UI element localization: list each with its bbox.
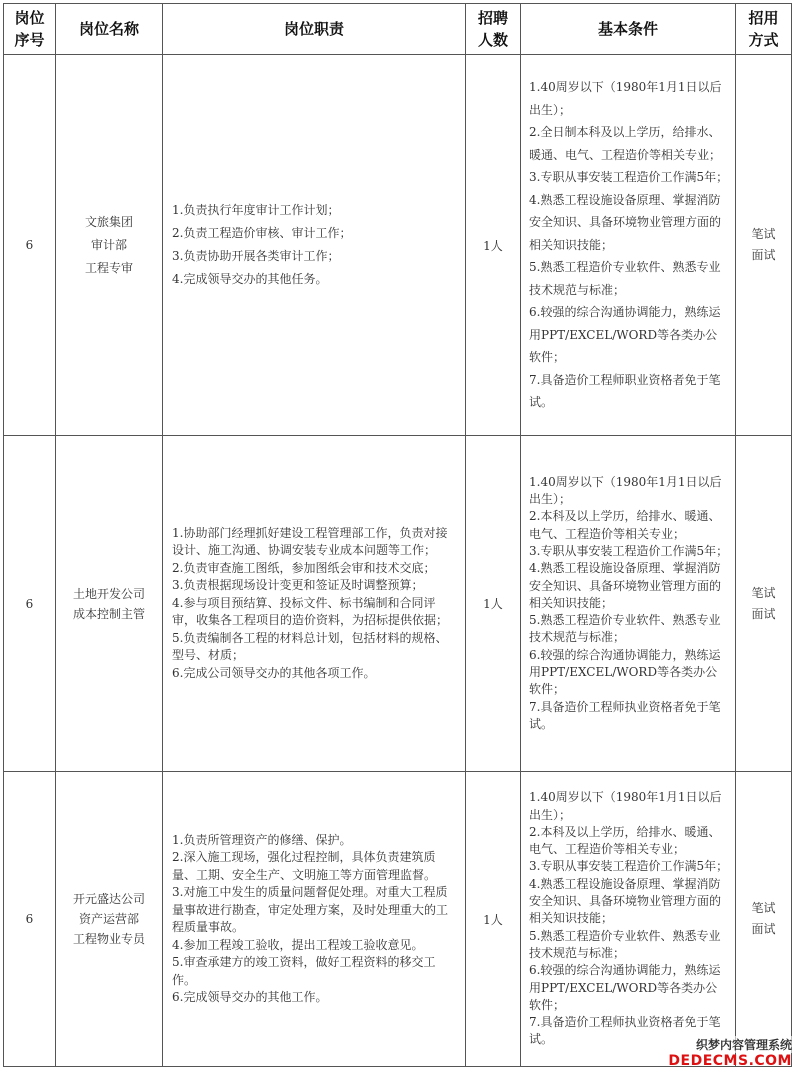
row-duties bbox=[163, 55, 466, 436]
duty-item: 2.负责审查施工图纸，参加图纸会审和技术交底； bbox=[172, 560, 436, 575]
row-conditions bbox=[521, 772, 736, 1067]
header-conditions: 基本条件 bbox=[521, 4, 736, 55]
condition-item: 2.本科及以上学历，给排水、暖通、电气、工程造价等相关专业； bbox=[529, 509, 721, 541]
row-seq: 6 bbox=[4, 436, 56, 772]
watermark-logo bbox=[668, 1036, 792, 1069]
duty-item: 6.完成领导交办的其他工作。 bbox=[172, 990, 328, 1004]
duty-item: 3.对施工中发生的质量问题督促处理。对重大工程质量事故进行勘查，审定处理方案，及时处理重大的工程质量事故。 bbox=[172, 885, 449, 934]
condition-item: 7.具备造价工程师执业资格者免于笔试。 bbox=[529, 1015, 721, 1047]
row-count: 1人 bbox=[466, 772, 521, 1067]
row-position-name bbox=[56, 55, 163, 436]
row-method bbox=[736, 436, 792, 772]
row-conditions bbox=[521, 55, 736, 436]
method-line: 笔试 bbox=[751, 901, 776, 915]
method-line: 面试 bbox=[751, 248, 776, 262]
method-line: 面试 bbox=[751, 606, 776, 621]
condition-item: 4.熟悉工程设施设备原理、掌握消防安全知识、具备环境物业管理方面的相关知识技能； bbox=[529, 561, 722, 610]
duty-item: 5.审查承建方的竣工资料，做好工程资料的移交工作。 bbox=[172, 955, 436, 987]
row-position-name bbox=[56, 436, 163, 772]
header-row bbox=[4, 4, 792, 55]
row-position-name bbox=[56, 772, 163, 1067]
duty-item: 3.负责根据现场设计变更和签证及时调整预算； bbox=[172, 578, 424, 593]
row-count: 1人 bbox=[466, 55, 521, 436]
condition-item: 1.40周岁以下（1980年1月1日以后出生）； bbox=[529, 474, 722, 507]
duty-item: 2.负责工程造价审核、审计工作； bbox=[172, 226, 352, 240]
name-line: 资产运营部 bbox=[78, 912, 139, 926]
duty-item: 1.负责执行年度审计工作计划； bbox=[172, 203, 340, 217]
condition-item: 6.较强的综合沟通协调能力，熟练运用PPT/EXCEL/WORD等各类办公软件； bbox=[529, 305, 721, 365]
row-duties bbox=[163, 772, 466, 1067]
name-line: 审计部 bbox=[90, 237, 127, 252]
condition-item: 4.熟悉工程设施设备原理、掌握消防安全知识、具备环境物业管理方面的相关知识技能； bbox=[529, 876, 722, 926]
duty-item: 6.完成公司领导交办的其他各项工作。 bbox=[172, 665, 376, 680]
duty-item: 1.负责所管理资产的修缮、保护。 bbox=[172, 832, 352, 847]
row-seq: 6 bbox=[4, 55, 56, 436]
name-line: 成本控制主管 bbox=[72, 606, 145, 621]
method-line: 笔试 bbox=[751, 585, 776, 600]
condition-item: 5.熟悉工程造价专业软件、熟悉专业技术规范与标准； bbox=[529, 613, 721, 645]
duty-item: 2.深入施工现场，强化过程控制，具体负责建筑质量、工期、安全生产、文明施工等方面管理监督。 bbox=[172, 850, 437, 882]
condition-item: 3.专职从事安装工程造价工作满5年； bbox=[529, 543, 729, 558]
table-row bbox=[4, 55, 792, 436]
watermark-domain: DEDECMS.COM bbox=[668, 1053, 792, 1069]
condition-item: 7.具备造价工程师执业资格者免于笔试。 bbox=[529, 699, 721, 731]
row-count: 1人 bbox=[466, 436, 521, 772]
duty-item: 4.完成领导交办的其他任务。 bbox=[172, 272, 328, 286]
row-seq: 6 bbox=[4, 772, 56, 1067]
duty-item: 4.参与项目预结算、投标文件、标书编制和合同评审，收集各工程项目的造价资料，为招标提供依据； bbox=[172, 595, 449, 628]
table-row bbox=[4, 436, 792, 772]
header-seq: 岗位序号 bbox=[4, 4, 56, 55]
header-count: 招聘人数 bbox=[466, 4, 521, 55]
condition-item: 5.熟悉工程造价专业软件、熟悉专业技术规范与标准； bbox=[529, 928, 721, 960]
header-name: 岗位名称 bbox=[56, 4, 163, 55]
name-line: 工程物业专员 bbox=[72, 932, 145, 946]
condition-item: 5.熟悉工程造价专业软件、熟悉专业技术规范与标准； bbox=[529, 260, 721, 297]
duty-item: 5.负责编制各工程的材料总计划，包括材料的规格、型号、材质； bbox=[172, 630, 448, 663]
row-method bbox=[736, 55, 792, 436]
condition-item: 2.全日制本科及以上学历，给排水、暖通、电气、工程造价等相关专业； bbox=[529, 125, 722, 162]
name-line: 工程专审 bbox=[84, 260, 133, 275]
row-duties bbox=[163, 436, 466, 772]
name-line: 土地开发公司 bbox=[72, 586, 145, 601]
duty-item: 1.协助部门经理抓好建设工程管理部工作，负责对接设计、施工沟通、协调安装专业成本问题等工作； bbox=[172, 525, 448, 558]
method-line: 面试 bbox=[751, 922, 776, 936]
watermark-title: 织梦内容管理系统 bbox=[668, 1036, 792, 1053]
header-method: 招用方式 bbox=[736, 4, 792, 55]
condition-item: 2.本科及以上学历，给排水、暖通、电气、工程造价等相关专业； bbox=[529, 824, 721, 857]
condition-item: 6.较强的综合沟通协调能力，熟练运用PPT/EXCEL/WORD等各类办公软件； bbox=[529, 647, 721, 697]
name-line: 开元盛达公司 bbox=[72, 892, 145, 906]
table-row bbox=[4, 772, 792, 1067]
condition-item: 4.熟悉工程设施设备原理、掌握消防安全知识、具备环境物业管理方面的相关知识技能； bbox=[529, 192, 722, 252]
name-line: 文旅集团 bbox=[84, 214, 133, 229]
condition-item: 1.40周岁以下（1980年1月1日以后出生）； bbox=[529, 80, 722, 117]
condition-item: 1.40周岁以下（1980年1月1日以后出生）； bbox=[529, 790, 722, 822]
row-method bbox=[736, 772, 792, 1067]
header-duties: 岗位职责 bbox=[163, 4, 466, 55]
method-line: 笔试 bbox=[751, 227, 776, 241]
condition-item: 7.具备造价工程师职业资格者免于笔试。 bbox=[529, 372, 721, 410]
duty-item: 4.参加工程竣工验收，提出工程竣工验收意见。 bbox=[172, 937, 424, 952]
condition-item: 3.专职从事安装工程造价工作满5年； bbox=[529, 859, 729, 874]
condition-item: 6.较强的综合沟通协调能力，熟练运用PPT/EXCEL/WORD等各类办公软件； bbox=[529, 963, 721, 1012]
job-table bbox=[3, 3, 792, 1067]
row-conditions bbox=[521, 436, 736, 772]
duty-item: 3.负责协助开展各类审计工作； bbox=[172, 249, 340, 263]
condition-item: 3.专职从事安装工程造价工作满5年； bbox=[529, 170, 729, 185]
